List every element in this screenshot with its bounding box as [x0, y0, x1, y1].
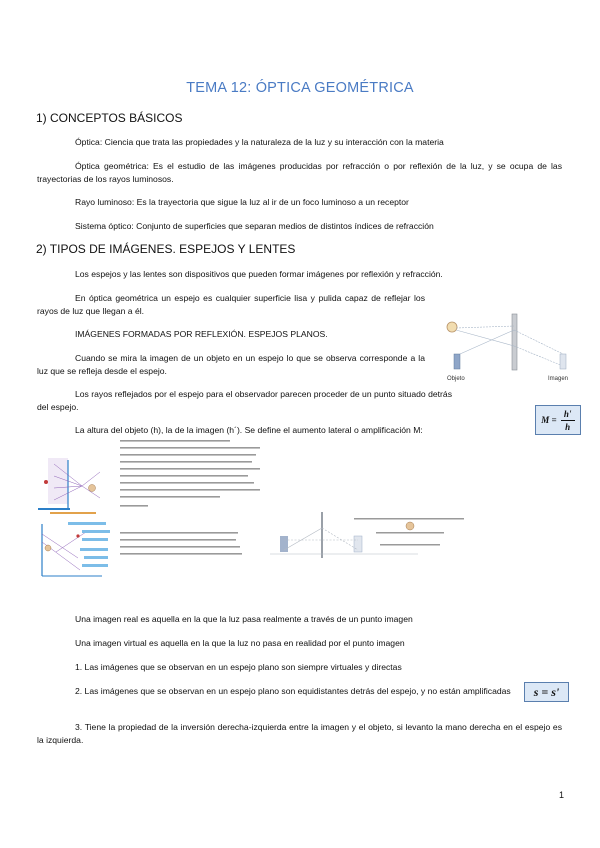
property-1: 1. Las imágenes que se observan en un espejo plano son siempre virtuales y directas	[75, 662, 402, 672]
ray-diagrams-figure	[38, 452, 118, 580]
eye-icon	[447, 322, 457, 332]
flat-mirror-figure	[440, 310, 575, 385]
section-2-heading: 2) TIPOS DE IMÁGENES. ESPEJOS Y LENTES	[36, 242, 296, 256]
property-3: 3. Tiene la propiedad de la inversión derecha-izquierda entre la imagen y el objeto, si levanto la mano derecha en el espejo es la izquierda.	[37, 722, 562, 745]
paragraph-reflected-rays: Los rayos reflejados por el espejo para el observador parecen proceder de un punto situado detrás del espejo.	[37, 389, 452, 412]
paragraph-height-amplification: La altura del objeto (h), la de la imagen (h´). Se define el aumento lateral o amplificación M:	[75, 425, 423, 435]
formula-denominator: h	[565, 421, 571, 432]
definition-optica: Óptica: Ciencia que trata las propiedades y la naturaleza de la luz y su interacción con la materia	[75, 137, 444, 147]
real-image-definition: Una imagen real es aquella en la que la luz pasa realmente a través de un punto imagen	[75, 614, 413, 624]
formula-fraction	[561, 409, 575, 432]
object-shape	[454, 354, 460, 369]
formula-numerator: h'	[563, 408, 572, 419]
mirror-definition: En óptica geométrica un espejo es cualquier superficie lisa y pulida capaz de reflejar los rayos de luz que llegan a él.	[37, 293, 425, 316]
object-label: Objeto	[447, 376, 465, 382]
amplification-formula	[535, 405, 581, 435]
definition-optica-geometrica: Óptica geométrica: Es el estudio de las imágenes producidas por refracción o por reflexión de la luz, y se ocupa de las trayectorias de los rayos luminosos.	[37, 161, 562, 184]
virtual-image-definition: Una imagen virtual es aquella en la que la luz no pasa en realidad por el punto imagen	[75, 638, 405, 648]
page-number: 1	[558, 790, 564, 800]
paragraph-mirror-observation: Cuando se mira la imagen de un objeto en un espejo lo que se observa corresponde a la luz que se refleja desde el espejo.	[37, 353, 425, 376]
intro-paragraph: Los espejos y las lentes son dispositivos que pueden formar imágenes por reflexión y refracción.	[75, 269, 443, 279]
mirror-shape	[512, 314, 517, 370]
subheading-flat-mirrors: IMÁGENES FORMADAS POR REFLEXIÓN. ESPEJOS PLANOS.	[75, 329, 328, 339]
diagram-caption-lines	[120, 440, 265, 555]
page-title: TEMA 12: ÓPTICA GEOMÉTRICA	[186, 80, 414, 96]
definition-rayo-luminoso: Rayo luminoso: Es la trayectoria que sigue la luz al ir de un foco luminoso a un receptor	[75, 197, 409, 207]
section-1-heading: 1) CONCEPTOS BÁSICOS	[36, 111, 183, 125]
equidistance-formula: s = s'	[524, 682, 569, 702]
image-shape	[560, 354, 566, 369]
image-label: Imagen	[548, 376, 569, 382]
formula-lhs: M =	[541, 415, 557, 425]
mirror-distance-figure	[268, 510, 498, 560]
property-2: 2. Las imágenes que se observan en un espejo plano son equidistantes detrás del espejo, y no están amplificadas	[75, 686, 511, 696]
definition-sistema-optico: Sistema óptico: Conjunto de superficies que separan medios de distintos índices de refracción	[75, 221, 434, 231]
observer-eye-icon	[406, 522, 414, 530]
